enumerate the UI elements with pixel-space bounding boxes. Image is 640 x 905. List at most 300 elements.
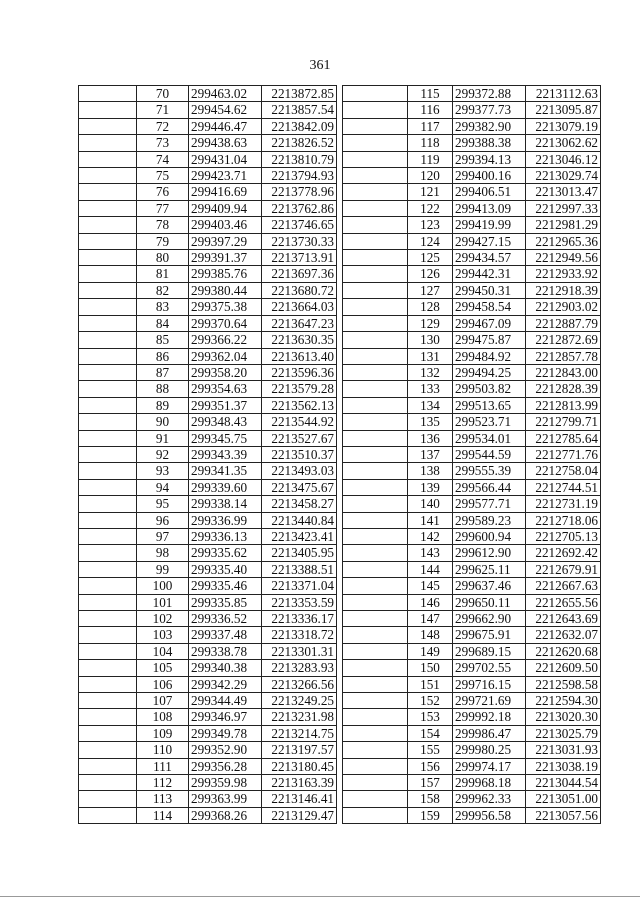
table-row — [343, 775, 601, 791]
blank-cell — [343, 528, 408, 544]
blank-cell — [343, 315, 408, 331]
blank-cell — [79, 496, 137, 512]
point-number-cell: 80 — [137, 250, 189, 266]
x-coordinate-cell: 299980.25 — [453, 742, 526, 758]
x-coordinate-cell: 299962.33 — [453, 791, 526, 807]
x-coordinate-cell: 299351.37 — [189, 397, 262, 413]
table-row — [343, 496, 601, 512]
point-number-cell: 74 — [137, 151, 189, 167]
table-row — [79, 233, 337, 249]
blank-cell — [343, 102, 408, 118]
y-coordinate-cell: 2213872.85 — [262, 86, 337, 102]
y-coordinate-cell: 2213613.40 — [262, 348, 337, 364]
blank-cell — [79, 151, 137, 167]
table-row — [79, 693, 337, 709]
y-coordinate-cell: 2212771.76 — [526, 446, 601, 462]
table-row — [343, 676, 601, 692]
point-number-cell: 156 — [408, 758, 453, 774]
table-row — [79, 135, 337, 151]
x-coordinate-cell: 299484.92 — [453, 348, 526, 364]
blank-cell — [343, 479, 408, 495]
x-coordinate-cell: 299427.15 — [453, 233, 526, 249]
table-row — [343, 725, 601, 741]
blank-cell — [79, 118, 137, 134]
point-number-cell: 94 — [137, 479, 189, 495]
x-coordinate-cell: 299992.18 — [453, 709, 526, 725]
blank-cell — [343, 233, 408, 249]
blank-cell — [343, 446, 408, 462]
blank-cell — [79, 791, 137, 807]
x-coordinate-cell: 299419.99 — [453, 217, 526, 233]
table-row — [343, 135, 601, 151]
y-coordinate-cell: 2213746.65 — [262, 217, 337, 233]
x-coordinate-cell: 299503.82 — [453, 381, 526, 397]
x-coordinate-cell: 299454.62 — [189, 102, 262, 118]
blank-cell — [79, 266, 137, 282]
table-row — [343, 594, 601, 610]
point-number-cell: 115 — [408, 86, 453, 102]
y-coordinate-cell: 2213020.30 — [526, 709, 601, 725]
point-number-cell: 88 — [137, 381, 189, 397]
table-row — [343, 693, 601, 709]
blank-cell — [343, 561, 408, 577]
y-coordinate-cell: 2212785.64 — [526, 430, 601, 446]
point-number-cell: 114 — [137, 807, 189, 823]
y-coordinate-cell: 2213630.35 — [262, 332, 337, 348]
y-coordinate-cell: 2212643.69 — [526, 611, 601, 627]
x-coordinate-cell: 299375.38 — [189, 299, 262, 315]
table-row — [343, 742, 601, 758]
table-row — [343, 446, 601, 462]
table-row — [79, 725, 337, 741]
blank-cell — [79, 709, 137, 725]
table-row — [79, 463, 337, 479]
blank-cell — [79, 528, 137, 544]
y-coordinate-cell: 2213405.95 — [262, 545, 337, 561]
blank-cell — [343, 381, 408, 397]
table-row — [79, 250, 337, 266]
blank-cell — [79, 775, 137, 791]
table-row — [79, 758, 337, 774]
point-number-cell: 127 — [408, 282, 453, 298]
blank-cell — [79, 381, 137, 397]
x-coordinate-cell: 299442.31 — [453, 266, 526, 282]
coordinates-table-left — [78, 85, 337, 824]
y-coordinate-cell: 2213029.74 — [526, 168, 601, 184]
point-number-cell: 84 — [137, 315, 189, 331]
blank-cell — [79, 102, 137, 118]
point-number-cell: 104 — [137, 643, 189, 659]
x-coordinate-cell: 299555.39 — [453, 463, 526, 479]
table-row — [79, 86, 337, 102]
point-number-cell: 128 — [408, 299, 453, 315]
x-coordinate-cell: 299956.58 — [453, 807, 526, 823]
table-row — [343, 250, 601, 266]
x-coordinate-cell: 299675.91 — [453, 627, 526, 643]
coordinates-table-right-body — [343, 86, 601, 824]
table-row — [79, 611, 337, 627]
x-coordinate-cell: 299409.94 — [189, 200, 262, 216]
x-coordinate-cell: 299346.97 — [189, 709, 262, 725]
point-number-cell: 95 — [137, 496, 189, 512]
point-number-cell: 108 — [137, 709, 189, 725]
y-coordinate-cell: 2213112.63 — [526, 86, 601, 102]
x-coordinate-cell: 299341.35 — [189, 463, 262, 479]
y-coordinate-cell: 2213440.84 — [262, 512, 337, 528]
coordinates-table-left-body — [79, 86, 337, 824]
table-row — [343, 184, 601, 200]
blank-cell — [79, 627, 137, 643]
x-coordinate-cell: 299650.11 — [453, 594, 526, 610]
blank-cell — [79, 463, 137, 479]
y-coordinate-cell: 2213388.51 — [262, 561, 337, 577]
y-coordinate-cell: 2213810.79 — [262, 151, 337, 167]
x-coordinate-cell: 299523.71 — [453, 414, 526, 430]
y-coordinate-cell: 2212843.00 — [526, 364, 601, 380]
y-coordinate-cell: 2213680.72 — [262, 282, 337, 298]
x-coordinate-cell: 299349.78 — [189, 725, 262, 741]
x-coordinate-cell: 299458.54 — [453, 299, 526, 315]
y-coordinate-cell: 2212887.79 — [526, 315, 601, 331]
table-row — [343, 709, 601, 725]
x-coordinate-cell: 299391.37 — [189, 250, 262, 266]
x-coordinate-cell: 299340.38 — [189, 660, 262, 676]
y-coordinate-cell: 2213794.93 — [262, 168, 337, 184]
x-coordinate-cell: 299463.02 — [189, 86, 262, 102]
y-coordinate-cell: 2213051.00 — [526, 791, 601, 807]
blank-cell — [79, 200, 137, 216]
point-number-cell: 71 — [137, 102, 189, 118]
point-number-cell: 157 — [408, 775, 453, 791]
table-row — [343, 315, 601, 331]
x-coordinate-cell: 299413.09 — [453, 200, 526, 216]
y-coordinate-cell: 2212933.92 — [526, 266, 601, 282]
x-coordinate-cell: 299336.99 — [189, 512, 262, 528]
point-number-cell: 125 — [408, 250, 453, 266]
blank-cell — [343, 250, 408, 266]
table-row — [343, 118, 601, 134]
x-coordinate-cell: 299382.90 — [453, 118, 526, 134]
x-coordinate-cell: 299362.04 — [189, 348, 262, 364]
table-row — [343, 430, 601, 446]
x-coordinate-cell: 299416.69 — [189, 184, 262, 200]
blank-cell — [79, 282, 137, 298]
x-coordinate-cell: 299348.43 — [189, 414, 262, 430]
y-coordinate-cell: 2212609.50 — [526, 660, 601, 676]
point-number-cell: 81 — [137, 266, 189, 282]
point-number-cell: 112 — [137, 775, 189, 791]
table-row — [343, 151, 601, 167]
y-coordinate-cell: 2213336.17 — [262, 611, 337, 627]
blank-cell — [343, 512, 408, 528]
blank-cell — [79, 233, 137, 249]
table-row — [343, 348, 601, 364]
y-coordinate-cell: 2213038.19 — [526, 758, 601, 774]
point-number-cell: 145 — [408, 578, 453, 594]
point-number-cell: 131 — [408, 348, 453, 364]
point-number-cell: 119 — [408, 151, 453, 167]
point-number-cell: 106 — [137, 676, 189, 692]
y-coordinate-cell: 2213180.45 — [262, 758, 337, 774]
y-coordinate-cell: 2212655.56 — [526, 594, 601, 610]
x-coordinate-cell: 299600.94 — [453, 528, 526, 544]
x-coordinate-cell: 299397.29 — [189, 233, 262, 249]
x-coordinate-cell: 299342.29 — [189, 676, 262, 692]
y-coordinate-cell: 2213046.12 — [526, 151, 601, 167]
point-number-cell: 110 — [137, 742, 189, 758]
x-coordinate-cell: 299352.90 — [189, 742, 262, 758]
x-coordinate-cell: 299372.88 — [453, 86, 526, 102]
point-number-cell: 152 — [408, 693, 453, 709]
blank-cell — [79, 643, 137, 659]
y-coordinate-cell: 2212679.91 — [526, 561, 601, 577]
x-coordinate-cell: 299431.04 — [189, 151, 262, 167]
blank-cell — [343, 217, 408, 233]
table-row — [343, 299, 601, 315]
y-coordinate-cell: 2213057.56 — [526, 807, 601, 823]
point-number-cell: 77 — [137, 200, 189, 216]
table-row — [343, 545, 601, 561]
x-coordinate-cell: 299345.75 — [189, 430, 262, 446]
y-coordinate-cell: 2213579.28 — [262, 381, 337, 397]
x-coordinate-cell: 299344.49 — [189, 693, 262, 709]
blank-cell — [79, 758, 137, 774]
x-coordinate-cell: 299338.78 — [189, 643, 262, 659]
point-number-cell: 87 — [137, 364, 189, 380]
page-bottom-rule — [0, 896, 640, 897]
point-number-cell: 117 — [408, 118, 453, 134]
y-coordinate-cell: 2213562.13 — [262, 397, 337, 413]
table-row — [79, 315, 337, 331]
table-row — [79, 528, 337, 544]
blank-cell — [343, 725, 408, 741]
blank-cell — [343, 463, 408, 479]
x-coordinate-cell: 299721.69 — [453, 693, 526, 709]
y-coordinate-cell: 2213129.47 — [262, 807, 337, 823]
point-number-cell: 137 — [408, 446, 453, 462]
x-coordinate-cell: 299385.76 — [189, 266, 262, 282]
page-number: 361 — [309, 58, 331, 73]
blank-cell — [343, 627, 408, 643]
blank-cell — [79, 414, 137, 430]
y-coordinate-cell: 2213493.03 — [262, 463, 337, 479]
blank-cell — [343, 168, 408, 184]
blank-cell — [343, 676, 408, 692]
x-coordinate-cell: 299377.73 — [453, 102, 526, 118]
blank-cell — [79, 446, 137, 462]
table-row — [79, 364, 337, 380]
table-row — [343, 479, 601, 495]
point-number-cell: 85 — [137, 332, 189, 348]
y-coordinate-cell: 2212598.58 — [526, 676, 601, 692]
y-coordinate-cell: 2213266.56 — [262, 676, 337, 692]
point-number-cell: 89 — [137, 397, 189, 413]
x-coordinate-cell: 299577.71 — [453, 496, 526, 512]
blank-cell — [79, 693, 137, 709]
point-number-cell: 109 — [137, 725, 189, 741]
blank-cell — [343, 332, 408, 348]
point-number-cell: 82 — [137, 282, 189, 298]
y-coordinate-cell: 2213044.54 — [526, 775, 601, 791]
x-coordinate-cell: 299534.01 — [453, 430, 526, 446]
point-number-cell: 91 — [137, 430, 189, 446]
x-coordinate-cell: 299400.16 — [453, 168, 526, 184]
blank-cell — [343, 299, 408, 315]
point-number-cell: 102 — [137, 611, 189, 627]
y-coordinate-cell: 2212949.56 — [526, 250, 601, 266]
point-number-cell: 120 — [408, 168, 453, 184]
table-row — [79, 775, 337, 791]
blank-cell — [343, 200, 408, 216]
table-row — [343, 643, 601, 659]
point-number-cell: 151 — [408, 676, 453, 692]
point-number-cell: 97 — [137, 528, 189, 544]
table-row — [343, 233, 601, 249]
y-coordinate-cell: 2212997.33 — [526, 200, 601, 216]
x-coordinate-cell: 299363.99 — [189, 791, 262, 807]
point-number-cell: 101 — [137, 594, 189, 610]
blank-cell — [79, 332, 137, 348]
y-coordinate-cell: 2213697.36 — [262, 266, 337, 282]
x-coordinate-cell: 299566.44 — [453, 479, 526, 495]
y-coordinate-cell: 2213510.37 — [262, 446, 337, 462]
x-coordinate-cell: 299354.63 — [189, 381, 262, 397]
table-row — [79, 397, 337, 413]
blank-cell — [79, 676, 137, 692]
table-row — [79, 627, 337, 643]
point-number-cell: 146 — [408, 594, 453, 610]
table-row — [343, 512, 601, 528]
point-number-cell: 144 — [408, 561, 453, 577]
point-number-cell: 153 — [408, 709, 453, 725]
blank-cell — [343, 660, 408, 676]
y-coordinate-cell: 2213762.86 — [262, 200, 337, 216]
point-number-cell: 130 — [408, 332, 453, 348]
y-coordinate-cell: 2212965.36 — [526, 233, 601, 249]
blank-cell — [343, 184, 408, 200]
point-number-cell: 158 — [408, 791, 453, 807]
y-coordinate-cell: 2212594.30 — [526, 693, 601, 709]
y-coordinate-cell: 2212667.63 — [526, 578, 601, 594]
table-row — [79, 742, 337, 758]
x-coordinate-cell: 299335.40 — [189, 561, 262, 577]
x-coordinate-cell: 299338.14 — [189, 496, 262, 512]
blank-cell — [79, 430, 137, 446]
y-coordinate-cell: 2212918.39 — [526, 282, 601, 298]
table-row — [79, 709, 337, 725]
point-number-cell: 159 — [408, 807, 453, 823]
table-row — [79, 102, 337, 118]
x-coordinate-cell: 299689.15 — [453, 643, 526, 659]
x-coordinate-cell: 299359.98 — [189, 775, 262, 791]
x-coordinate-cell: 299335.46 — [189, 578, 262, 594]
table-row — [79, 299, 337, 315]
point-number-cell: 150 — [408, 660, 453, 676]
point-number-cell: 135 — [408, 414, 453, 430]
point-number-cell: 140 — [408, 496, 453, 512]
y-coordinate-cell: 2213353.59 — [262, 594, 337, 610]
y-coordinate-cell: 2212981.29 — [526, 217, 601, 233]
x-coordinate-cell: 299336.52 — [189, 611, 262, 627]
point-number-cell: 154 — [408, 725, 453, 741]
y-coordinate-cell: 2213713.91 — [262, 250, 337, 266]
x-coordinate-cell: 299589.23 — [453, 512, 526, 528]
point-number-cell: 79 — [137, 233, 189, 249]
point-number-cell: 93 — [137, 463, 189, 479]
table-row — [79, 512, 337, 528]
table-row — [79, 151, 337, 167]
point-number-cell: 86 — [137, 348, 189, 364]
point-number-cell: 100 — [137, 578, 189, 594]
point-number-cell: 73 — [137, 135, 189, 151]
blank-cell — [79, 545, 137, 561]
x-coordinate-cell: 299467.09 — [453, 315, 526, 331]
point-number-cell: 83 — [137, 299, 189, 315]
table-row — [79, 479, 337, 495]
y-coordinate-cell: 2213095.87 — [526, 102, 601, 118]
x-coordinate-cell: 299612.90 — [453, 545, 526, 561]
point-number-cell: 98 — [137, 545, 189, 561]
x-coordinate-cell: 299974.17 — [453, 758, 526, 774]
y-coordinate-cell: 2212872.69 — [526, 332, 601, 348]
blank-cell — [79, 135, 137, 151]
x-coordinate-cell: 299337.48 — [189, 627, 262, 643]
blank-cell — [343, 807, 408, 823]
table-row — [79, 266, 337, 282]
table-row — [79, 282, 337, 298]
table-row — [343, 561, 601, 577]
blank-cell — [79, 315, 137, 331]
table-row — [79, 118, 337, 134]
x-coordinate-cell: 299343.39 — [189, 446, 262, 462]
y-coordinate-cell: 2213647.23 — [262, 315, 337, 331]
point-number-cell: 76 — [137, 184, 189, 200]
blank-cell — [79, 725, 137, 741]
blank-cell — [79, 184, 137, 200]
table-row — [79, 561, 337, 577]
blank-cell — [79, 397, 137, 413]
blank-cell — [343, 545, 408, 561]
table-row — [343, 332, 601, 348]
point-number-cell: 75 — [137, 168, 189, 184]
point-number-cell: 103 — [137, 627, 189, 643]
y-coordinate-cell: 2213146.41 — [262, 791, 337, 807]
table-row — [79, 348, 337, 364]
table-row — [343, 660, 601, 676]
point-number-cell: 118 — [408, 135, 453, 151]
table-row — [343, 463, 601, 479]
y-coordinate-cell: 2213664.03 — [262, 299, 337, 315]
x-coordinate-cell: 299335.62 — [189, 545, 262, 561]
blank-cell — [79, 168, 137, 184]
table-row — [343, 86, 601, 102]
x-coordinate-cell: 299968.18 — [453, 775, 526, 791]
table-row — [343, 578, 601, 594]
point-number-cell: 107 — [137, 693, 189, 709]
x-coordinate-cell: 299716.15 — [453, 676, 526, 692]
table-row — [343, 217, 601, 233]
point-number-cell: 155 — [408, 742, 453, 758]
blank-cell — [343, 775, 408, 791]
table-row — [343, 364, 601, 380]
table-row — [79, 332, 337, 348]
coordinates-table-right — [342, 85, 601, 824]
y-coordinate-cell: 2212813.99 — [526, 397, 601, 413]
table-row — [79, 446, 337, 462]
point-number-cell: 72 — [137, 118, 189, 134]
point-number-cell: 105 — [137, 660, 189, 676]
table-row — [79, 660, 337, 676]
